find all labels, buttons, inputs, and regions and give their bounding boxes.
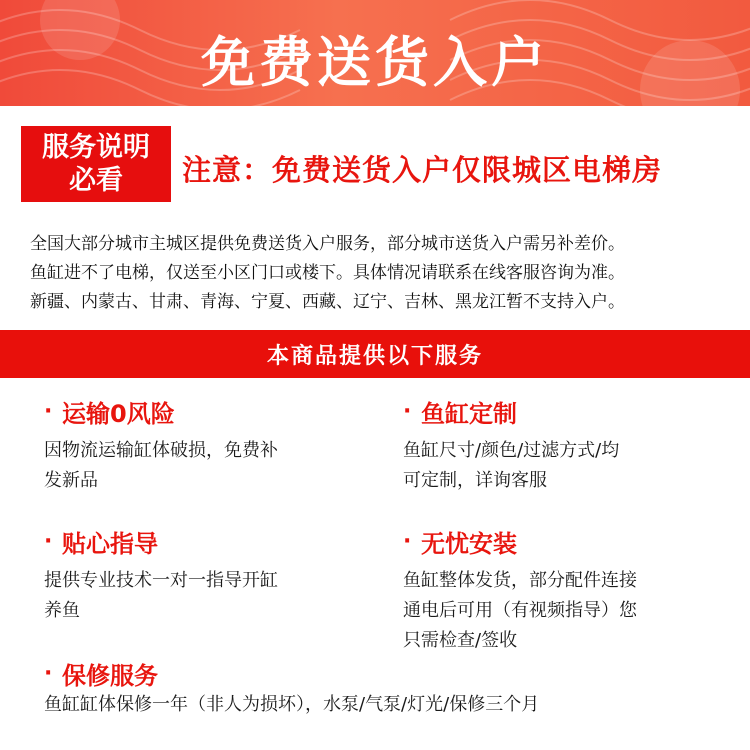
dot-bullet-icon: ·	[44, 660, 53, 686]
dot-bullet-icon: ·	[403, 528, 412, 554]
service-title: 保修服务	[62, 661, 158, 690]
service-description	[403, 566, 713, 656]
service-description-line: 鱼缸整体发货，部分配件连接	[403, 570, 637, 591]
badge-line-1: 服务说明	[42, 132, 150, 163]
service-description-line: 发新品	[44, 470, 98, 491]
service-item-installation	[403, 524, 713, 656]
service-description-line: 鱼缸尺寸/颜色/过滤方式/均	[403, 440, 620, 461]
service-title: 运输0风险	[62, 399, 175, 428]
banner-title: 免费送货入户	[201, 31, 549, 94]
description-line: 全国大部分城市主城区提供免费送货入户服务，部分城市送货入户需另补差价。	[30, 234, 625, 254]
service-description	[44, 436, 344, 496]
service-item-custom	[403, 394, 703, 496]
notice-text: 注意：免费送货入户仅限城区电梯房	[182, 153, 663, 187]
service-description	[403, 436, 703, 496]
dot-bullet-icon: ·	[44, 528, 53, 554]
service-title: 贴心指导	[62, 529, 158, 558]
header-banner	[0, 0, 750, 106]
service-description-line: 通电后可用（有视频指导）您	[403, 600, 637, 621]
service-description-line: 可定制，详询客服	[403, 470, 547, 491]
service-title: 鱼缸定制	[421, 399, 517, 428]
service-description-line: 鱼缸缸体保修一年（非人为损坏），水泵/气泵/灯光/保修三个月	[44, 694, 540, 715]
service-description	[44, 690, 734, 720]
services-section-bar: 本商品提供以下服务	[0, 330, 750, 378]
service-description-line: 养鱼	[44, 600, 80, 621]
service-description	[44, 566, 364, 626]
service-description-line: 因物流运输缸体破损，免费补	[44, 440, 278, 461]
service-description-line: 只需检查/签收	[403, 630, 518, 651]
description-line: 鱼缸进不了电梯，仅送至小区门口或楼下。具体情况请联系在线客服咨询为准。	[30, 263, 625, 283]
service-item-guidance	[44, 524, 364, 626]
service-item-transport	[44, 394, 344, 496]
service-title: 无忧安装	[421, 529, 517, 558]
dot-bullet-icon: ·	[403, 398, 412, 424]
service-notice-badge	[21, 126, 171, 202]
badge-line-2: 必看	[69, 165, 123, 196]
dot-bullet-icon: ·	[44, 398, 53, 424]
service-description-line: 提供专业技术一对一指导开缸	[44, 570, 278, 591]
description-line: 新疆、内蒙古、甘肃、青海、宁夏、西藏、辽宁、吉林、黑龙江暂不支持入户。	[30, 292, 625, 312]
service-item-warranty	[44, 656, 734, 720]
description-block	[30, 230, 740, 317]
